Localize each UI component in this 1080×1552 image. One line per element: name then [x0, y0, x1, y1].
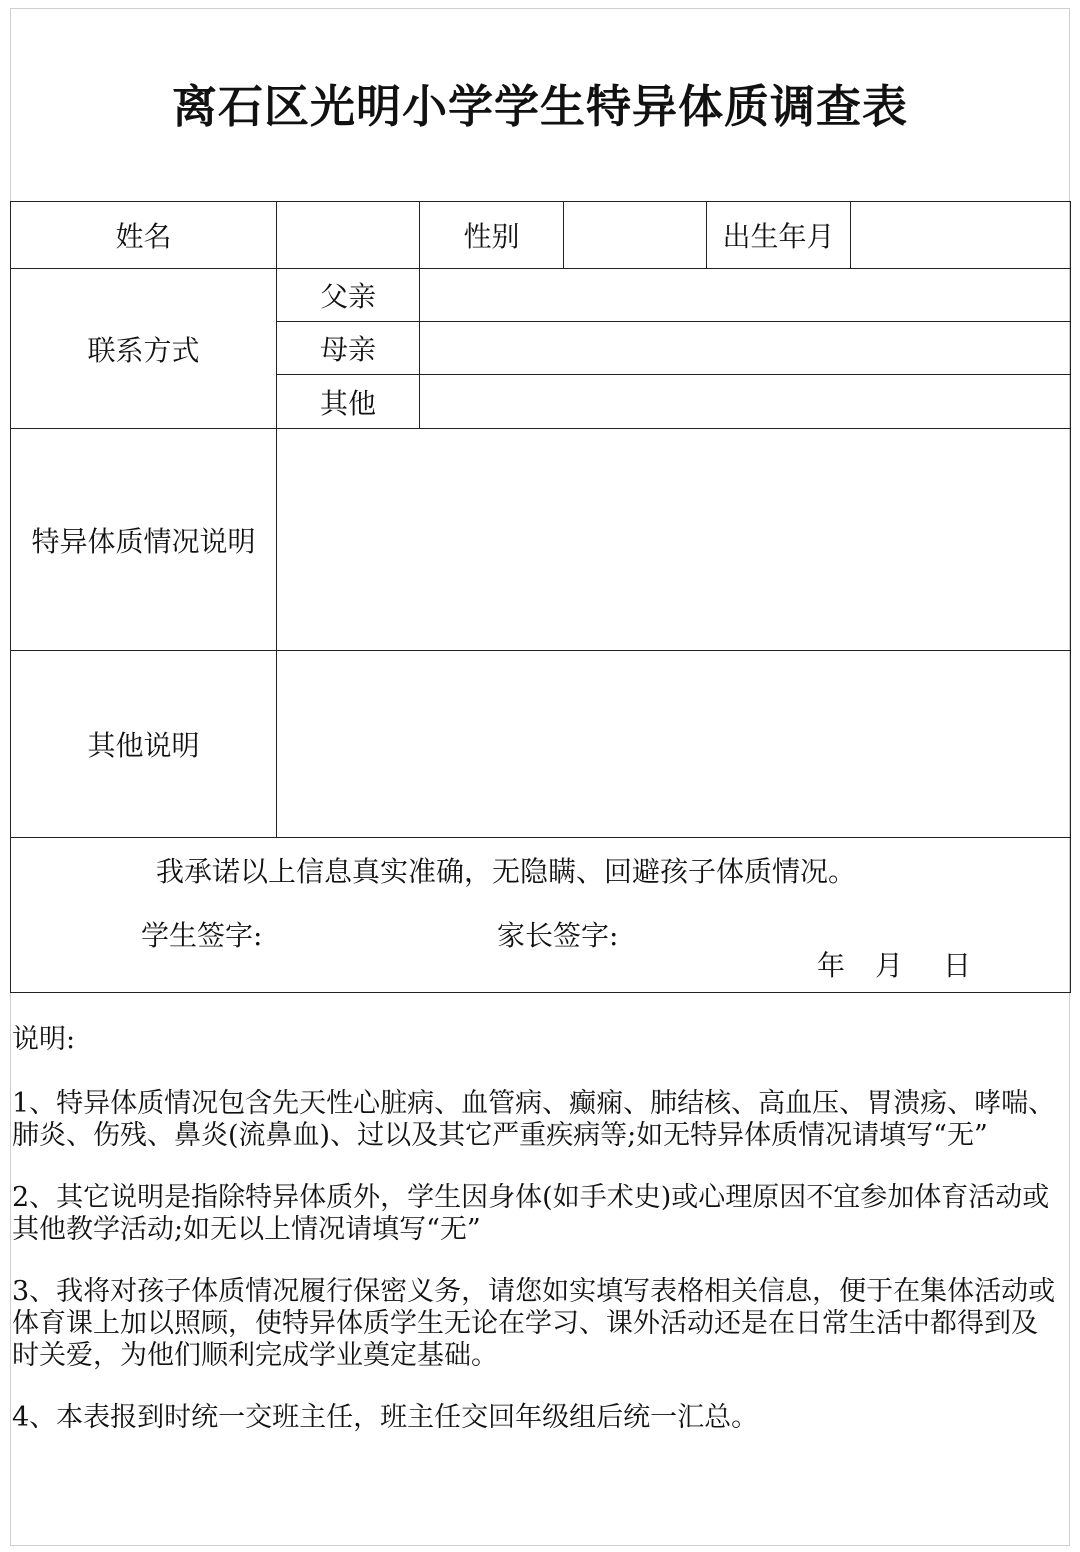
other-contact-label: 其他 — [277, 375, 420, 429]
condition-input[interactable] — [277, 429, 1071, 651]
condition-label: 特异体质情况说明 — [11, 429, 277, 651]
birth-label: 出生年月 — [707, 202, 851, 269]
date-day-label: 日 — [943, 949, 972, 982]
mother-label: 母亲 — [277, 322, 420, 375]
name-label: 姓名 — [11, 202, 277, 269]
survey-form-table — [10, 201, 1071, 993]
other-contact-input[interactable] — [420, 375, 1071, 429]
birth-input[interactable] — [851, 202, 1071, 269]
other-note-input[interactable] — [277, 651, 1071, 838]
notes-section — [12, 1024, 1064, 1464]
gender-label: 性别 — [420, 202, 564, 269]
name-input[interactable] — [277, 202, 420, 269]
contact-label: 联系方式 — [11, 269, 277, 429]
pledge-section — [11, 838, 1071, 993]
other-note-label: 其他说明 — [11, 651, 277, 838]
page-title: 离石区光明小学学生特异体质调查表 — [171, 80, 908, 133]
father-contact-input[interactable] — [420, 269, 1071, 322]
date-month-label: 月 — [875, 949, 904, 982]
note-item: 2、其它说明是指除特异体质外，学生因身体(如手术史)或心理原因不宜参加体育活动或其他教学活动;如无以上情况请填写“无” — [12, 1182, 1050, 1245]
note-item: 3、我将对孩子体质情况履行保密义务，请您如实填写表格相关信息，便于在集体活动或体育课上加以照顾，使特异体质学生无论在学习、课外活动还是在日常生活中都得到及时关爱，为他们顺利完成学业奠定基础。 — [12, 1276, 1056, 1371]
parent-signature-label: 家长签字: — [497, 919, 619, 952]
notes-heading: 说明: — [12, 1024, 76, 1055]
note-item: 4、本表报到时统一交班主任，班主任交回年级组后统一汇总。 — [12, 1402, 759, 1433]
mother-contact-input[interactable] — [420, 322, 1071, 375]
student-signature-label: 学生签字: — [141, 919, 263, 952]
father-label: 父亲 — [277, 269, 420, 322]
note-item: 1、特异体质情况包含先天性心脏病、血管病、癫痫、肺结核、高血压、胃溃疡、哮喘、肺炎、伤残、鼻炎(流鼻血)、过以及其它严重疾病等;如无特异体质情况请填写“无” — [12, 1088, 1056, 1151]
pledge-text: 我承诺以上信息真实准确，无隐瞒、回避孩子体质情况。 — [156, 855, 857, 888]
date-year-label: 年 — [817, 949, 846, 982]
gender-input[interactable] — [564, 202, 707, 269]
